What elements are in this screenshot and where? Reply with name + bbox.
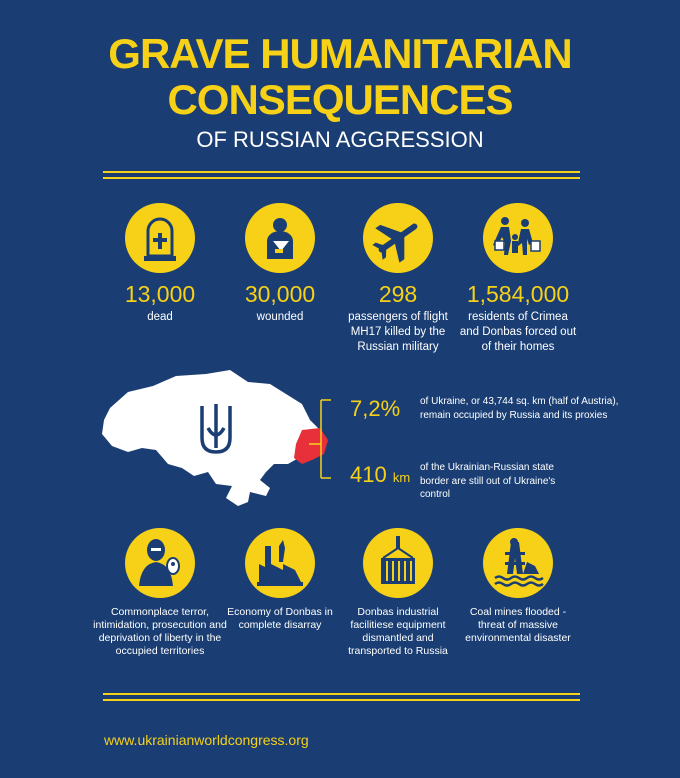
- occupied-area-value: 7,2%: [350, 396, 401, 421]
- terror-caption: Commonplace terror, intimidation, prosecution and deprivation of liberty in the occupied territories: [93, 606, 227, 657]
- ukraine-map: [98, 368, 338, 518]
- divider-bottom-1: [103, 693, 580, 695]
- refugees-icon: [483, 203, 553, 273]
- stat-wounded-caption: wounded: [256, 311, 304, 323]
- divider-top-1: [103, 171, 580, 173]
- economy-caption: Economy of Donbas in complete disarray: [227, 606, 333, 631]
- stat-mh17-number: 298: [378, 281, 418, 307]
- broken-factory-icon: [245, 528, 315, 598]
- container-crane-icon: [363, 528, 433, 598]
- title-line-1: GRAVE HUMANITARIAN: [108, 30, 572, 77]
- border-value-wrap: [350, 462, 410, 488]
- gravestone-icon: [125, 203, 195, 273]
- stat-mh17-caption: passengers of flight MH17 killed by the Russian military: [348, 311, 448, 353]
- border-unit: km: [392, 470, 411, 485]
- occupied-area-text: of Ukraine, or 43,744 sq. km (half of Austria), remain occupied by Russia and its proxies: [420, 396, 619, 421]
- title-line-2: CONSEQUENCES: [167, 76, 513, 123]
- border-value: 410: [350, 462, 387, 487]
- ukraine-territory: [102, 370, 320, 506]
- stat-wounded-number: 30,000: [244, 281, 316, 307]
- flooded-mine-icon: [483, 528, 553, 598]
- stat-dead-number: 13,000: [124, 281, 196, 307]
- mines-caption: Coal mines flooded - threat of massive environmental disaster: [465, 606, 571, 644]
- divider-top-2: [103, 177, 580, 179]
- wounded-person-icon: [245, 203, 315, 273]
- masked-man-icon: [125, 528, 195, 598]
- stat-displaced-caption: residents of Crimea and Donbas forced out of their homes: [459, 311, 577, 353]
- border-text: of the Ukrainian-Russian state border are still out of Ukraine's control: [420, 462, 556, 500]
- equipment-caption: Donbas industrial facilitiese equipment dismantled and transported to Russia: [348, 606, 448, 657]
- callout-lines: [305, 398, 345, 488]
- stat-dead-caption: dead: [147, 311, 173, 323]
- divider-bottom-2: [103, 699, 580, 701]
- subtitle: OF RUSSIAN AGGRESSION: [196, 127, 484, 152]
- website-link[interactable]: www.ukrainianworldcongress.org: [104, 732, 309, 748]
- stat-displaced-number: 1,584,000: [466, 281, 570, 307]
- airplane-icon: [363, 203, 433, 273]
